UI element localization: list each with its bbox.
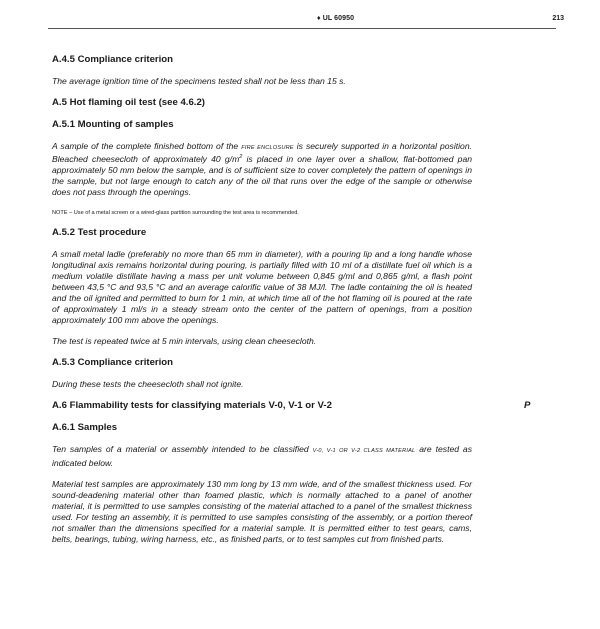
paragraph-a45: The average ignition time of the specimens tested shall not be less than 15 s. <box>52 76 346 86</box>
heading-a6: A.6 Flammability tests for classifying materials V-0, V-1 or V-2 <box>52 400 332 412</box>
page-number: 213 <box>552 15 564 22</box>
superscript: 2 <box>239 154 243 161</box>
heading-a51: A.5.1 Mounting of samples <box>52 119 174 131</box>
text-fragment: is placed in one layer over a shallow, flat-bottomed pan approximately 50 mm below the sample, and is of sufficient size to cover completely the pattern of openings in the sample, but not large enough to catch any of the oil that runs over the edge of the sample or otherwise does not pass through the openings. <box>52 154 473 198</box>
paragraph-a61-2: Material test samples are approximately 130 mm long by 13 mm wide, and of the smallest thickness used. For sound-deadening material other than foamed plastic, which is normally attached to a panel of another material, it is permitted to use samples consisting of the material attached to a panel of the smallest thickness used. For testing an assembly, it is permitted to use samples consisting of the assembly, or a portion thereof not smaller than the dimensions specified for a material sample. It is permitted either to test gears, cams, belts, bearings, tubing, wiring harness, etc., as finished parts, or to test samples cut from finished parts. <box>52 478 472 545</box>
p-marker: P <box>524 400 531 412</box>
paragraph-a52: A small metal ladle (preferably no more than 65 mm in diameter), with a pouring lip and a long handle whose longitudinal axis remains horizontal during pouring, is partially filled with 10 ml of a distillate fuel oil which is a medium volatile distillate having a mass per unit volume between 0,845 g/ml and 0,865 g/ml, a flash point between 43,5 °C and 93,5 °C and an average calorific value of 38 MJ/l. The ladle containing the oil is heated and the oil ignited and permitted to burn for 1 min, at which time all of the hot flaming oil is poured at the rate of approximately 1 ml/s in a steady stream onto the center of the pattern of openings, from a position approximately 100 mm above the openings. <box>52 248 472 326</box>
text-fragment: A sample of the complete finished bottom of the <box>52 141 239 152</box>
paragraph-a53: During these tests the cheesecloth shall not ignite. <box>52 379 244 390</box>
note: NOTE – Use of a metal screen or a wired-glass partition surrounding the test area is recommended. <box>52 209 299 216</box>
heading-a45: A.4.5 Compliance criterion <box>52 54 174 65</box>
header-rule <box>48 28 556 29</box>
heading-a53: A.5.3 Compliance criterion <box>52 357 174 369</box>
text-fragment: Ten samples of a material or assembly intended to be classified <box>52 444 309 455</box>
document-body <box>52 54 472 555</box>
text-fragment: are tested as indicated below. <box>52 444 473 468</box>
text-fragment: is securely supported in a horizontal position. Bleached cheesecloth of approximately 40 g/m <box>52 141 472 165</box>
paragraph-a52-2: The test is repeated twice at 5 min intervals, using clean cheesecloth. <box>52 336 317 347</box>
paragraph-a61 <box>52 444 472 468</box>
heading-a5: A.5 Hot flaming oil test (see 4.6.2) <box>52 97 206 109</box>
term-class-material: V-0, V-1 OR V-2 CLASS MATERIAL <box>312 448 416 455</box>
paragraph-a51 <box>52 141 472 198</box>
heading-a52: A.5.2 Test procedure <box>52 226 147 238</box>
term-fire-enclosure: FIRE ENCLOSURE <box>241 145 294 152</box>
standard-name: ♦ UL 60950 <box>317 15 355 22</box>
heading-a61: A.6.1 Samples <box>52 422 118 434</box>
page-header <box>0 13 600 29</box>
